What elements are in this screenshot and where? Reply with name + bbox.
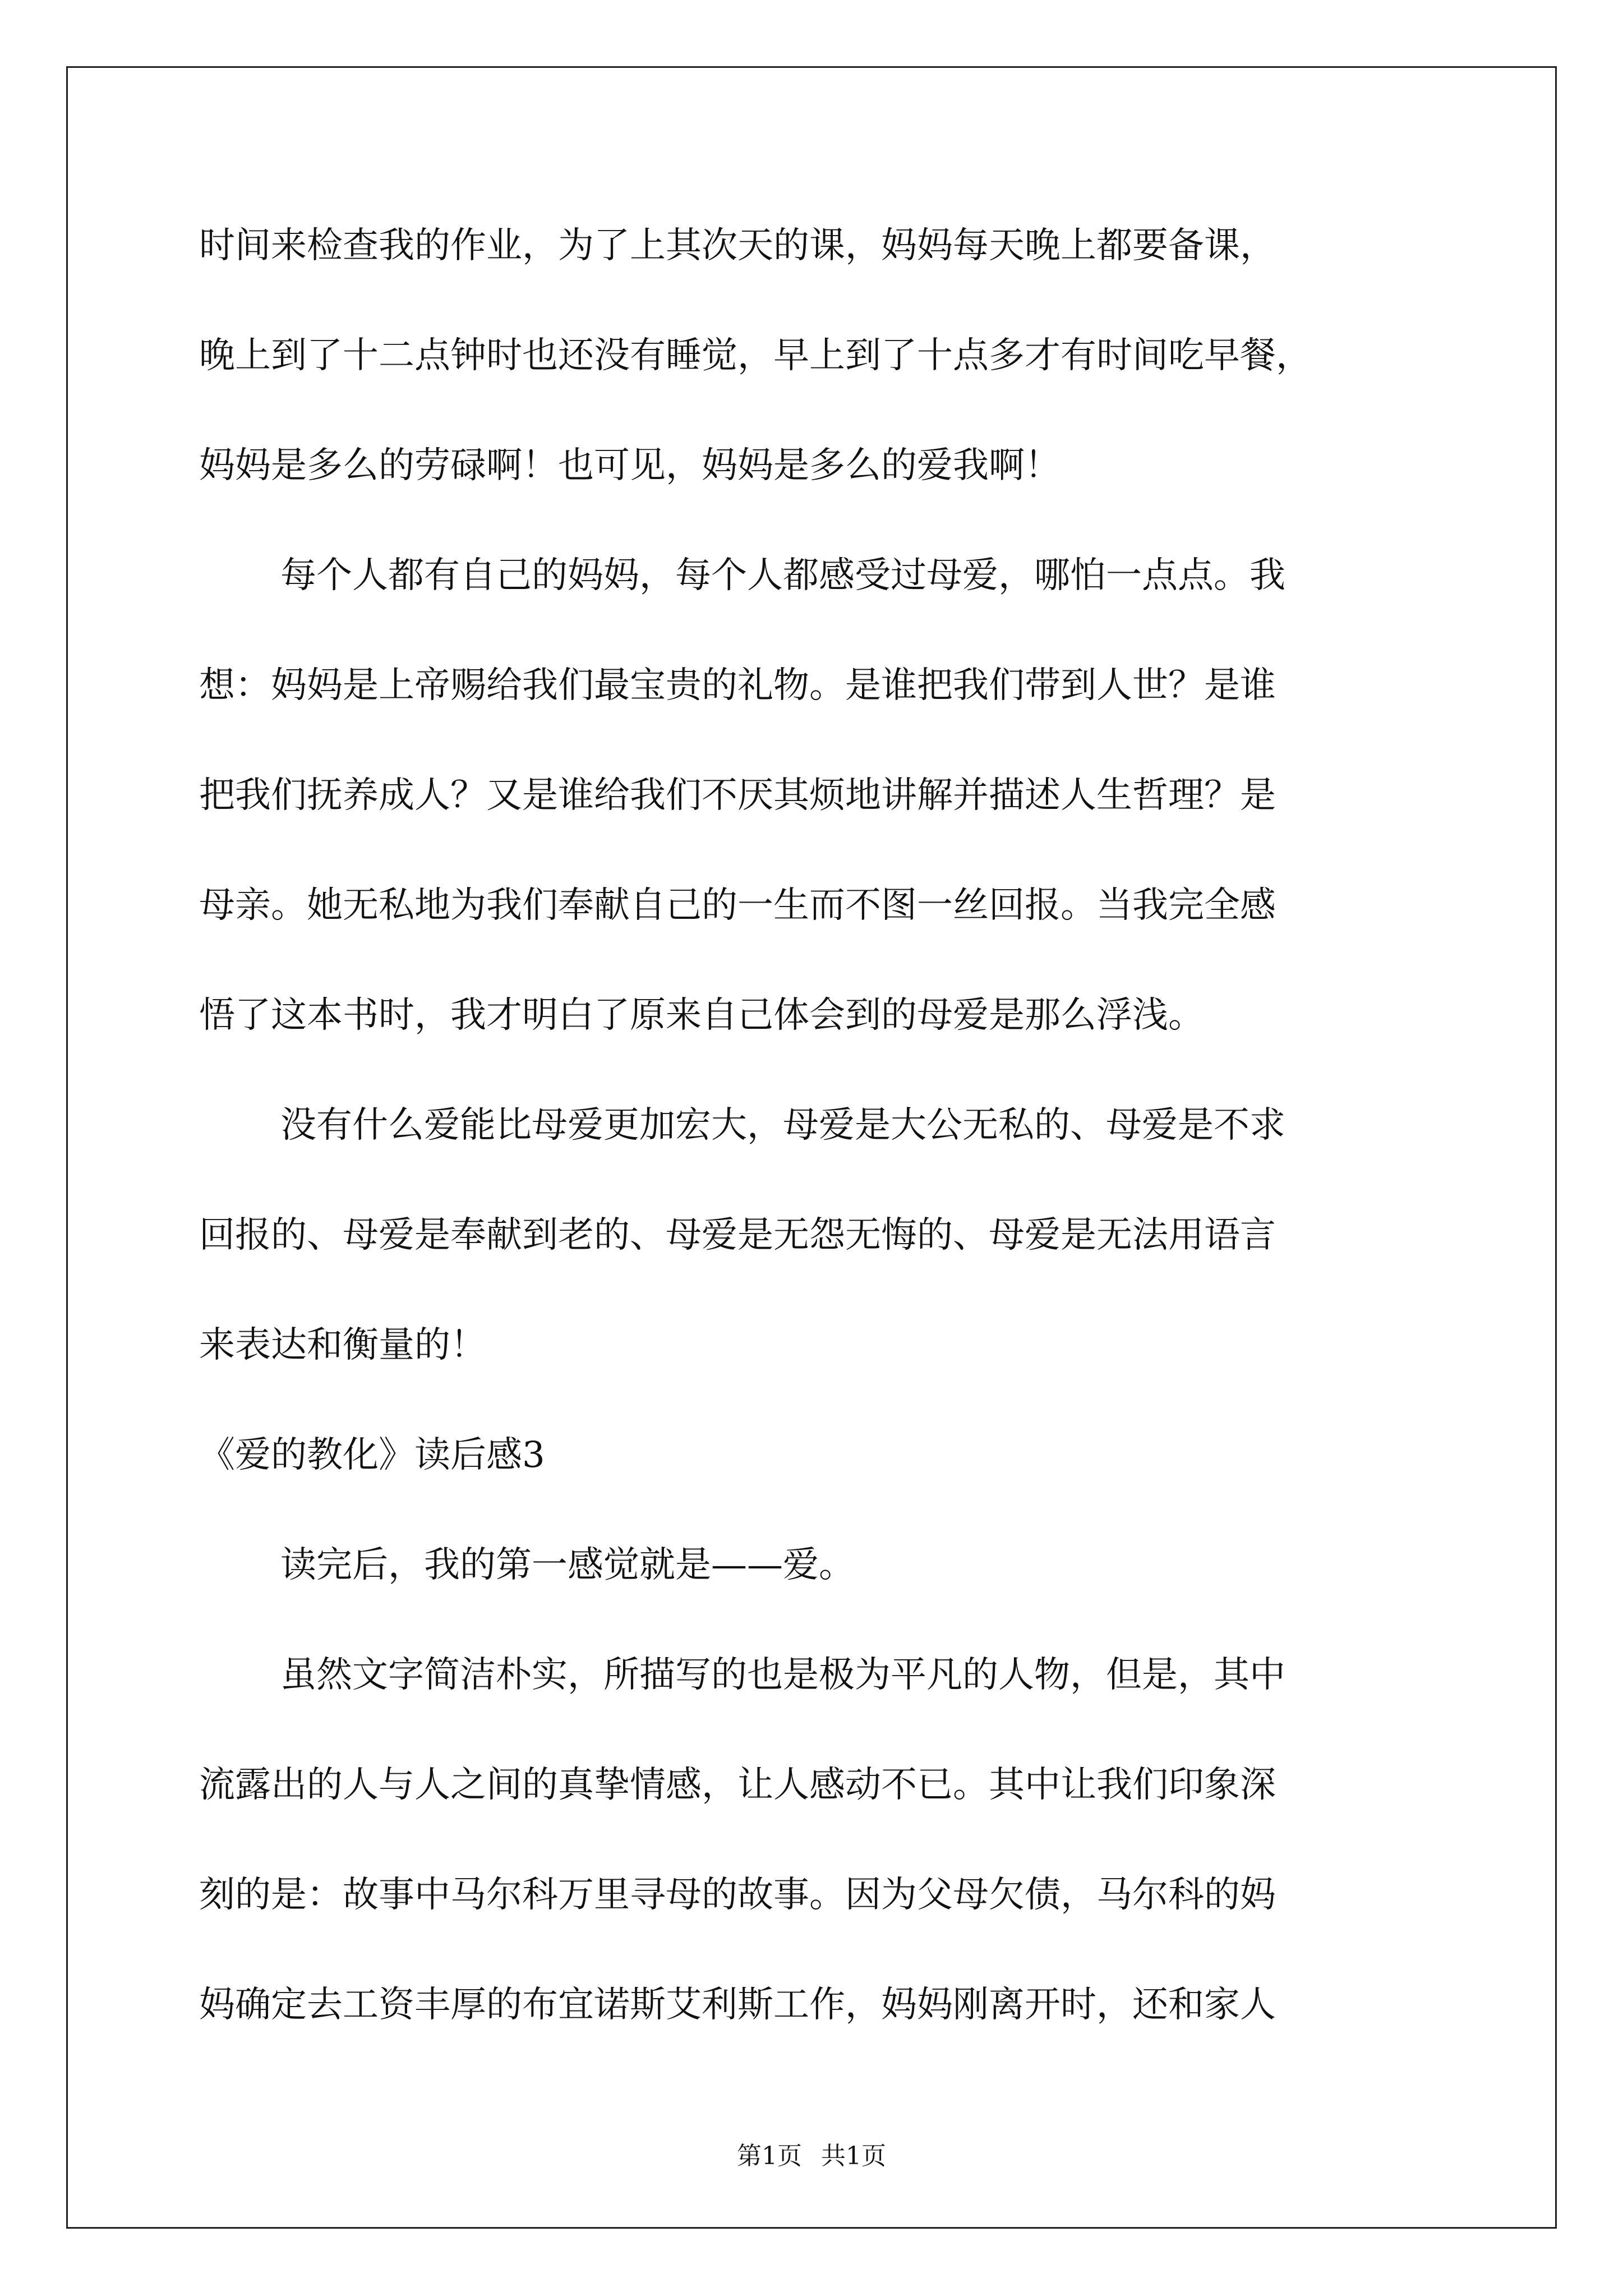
text-line: 妈确定去工资丰厚的布宜诺斯艾利斯工作，妈妈刚离开时，还和家人 <box>199 1984 1276 2026</box>
page-number: 第1页 <box>737 2142 802 2170</box>
section-heading: 《爱的教化》读后感3 <box>199 1434 545 1476</box>
text-line: 来表达和衡量的！ <box>199 1324 486 1366</box>
text-line: 时间来检查我的作业，为了上其次天的课，妈妈每天晚上都要备课， <box>199 225 1276 266</box>
paragraph-start-line: 每个人都有自己的妈妈，每个人都感受过母爱，哪怕一点点。我 <box>280 555 1285 596</box>
text-line: 母亲。她无私地为我们奉献自己的一生而不图一丝回报。当我完全感 <box>199 885 1276 926</box>
text-line: 妈妈是多么的劳碌啊！也可见，妈妈是多么的爱我啊！ <box>199 445 1061 486</box>
text-line: 把我们抚养成人？又是谁给我们不厌其烦地讲解并描述人生哲理？是 <box>199 775 1276 816</box>
text-line: 悟了这本书时，我才明白了原来自己体会到的母爱是那么浮浅。 <box>199 995 1204 1036</box>
paragraph-start-line: 读完后，我的第一感觉就是——爱。 <box>280 1544 855 1586</box>
document-body <box>199 219 1433 2088</box>
text-line: 晚上到了十二点钟时也还没有睡觉，早上到了十点多才有时间吃早餐， <box>199 335 1312 376</box>
text-line: 刻的是：故事中马尔科万里寻母的故事。因为父母欠债，马尔科的妈 <box>199 1874 1276 1916</box>
paragraph-start-line: 没有什么爱能比母爱更加宏大，母爱是大公无私的、母爱是不求 <box>280 1105 1285 1146</box>
text-line: 流露出的人与人之间的真挚情感，让人感动不已。其中让我们印象深 <box>199 1764 1276 1806</box>
text-line: 回报的、母爱是奉献到老的、母爱是无怨无悔的、母爱是无法用语言 <box>199 1214 1276 1256</box>
page-total: 共1页 <box>821 2142 886 2170</box>
paragraph-start-line: 虽然文字简洁朴实，所描写的也是极为平凡的人物，但是，其中 <box>280 1654 1285 1696</box>
page-footer <box>0 2141 1623 2172</box>
text-line: 想：妈妈是上帝赐给我们最宝贵的礼物。是谁把我们带到人世？是谁 <box>199 665 1276 706</box>
